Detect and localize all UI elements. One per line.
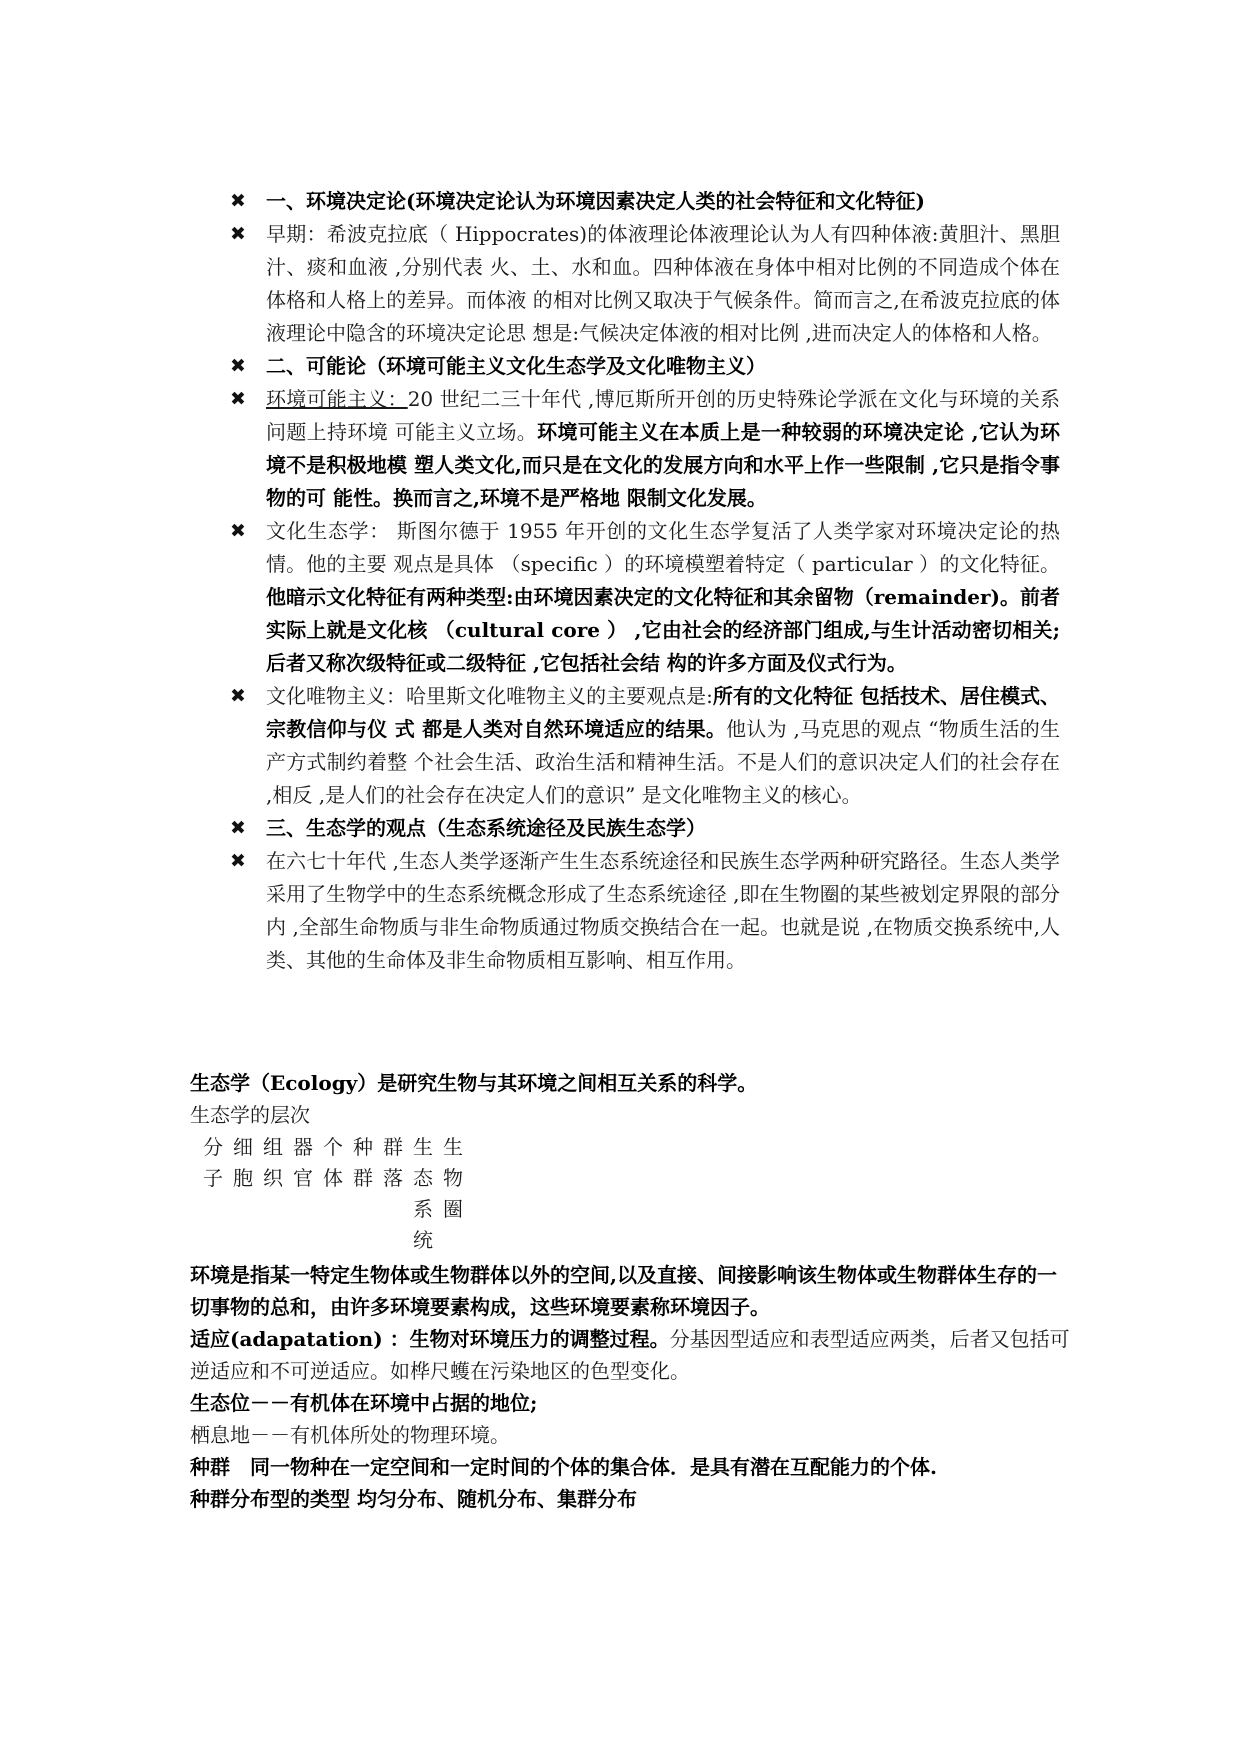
level-char: [378, 1193, 408, 1224]
habitat-definition: 栖息地－－有机体所处的物理环境。: [190, 1423, 510, 1447]
ecology-levels-table: [198, 1131, 1070, 1255]
level-char: 细: [233, 1135, 253, 1159]
level-char: [348, 1193, 378, 1224]
level-char: 态: [413, 1166, 433, 1190]
bullet-text: 他暗示文化特征有两种类型:由环境因素决定的文化特征和其余留物（remainder)。前者实际上就是文化核 （cultural core ） ,它由社会的经济部门组成,与生计活动密切相关;后者又称次级特征或二级特征 ,它包括社会结 构的许多方面及仪式行为。: [266, 585, 1060, 675]
level-char: 落: [383, 1166, 403, 1190]
level-char: [228, 1193, 258, 1224]
adaptation-bold: 适应(adapatation) ：生物对环境压力的调整过程。: [190, 1327, 670, 1351]
level-char: 个: [323, 1135, 343, 1159]
level-char: 分: [203, 1135, 223, 1159]
level-char: [198, 1224, 228, 1255]
level-char: [378, 1224, 408, 1255]
level-char: [318, 1224, 348, 1255]
bullet-text: 一、环境决定论(环境决定论认为环境因素决定人类的社会特征和文化特征): [266, 189, 925, 213]
level-char: 子: [203, 1166, 223, 1190]
population-definition: 种群 同一物种在一定空间和一定时间的个体的集合体．是具有潜在互配能力的个体.: [190, 1455, 937, 1479]
level-char: 织: [263, 1166, 283, 1190]
bullet-text: 早期：希波克拉底（ Hippocrates)的体液理论体液理论认为人有四种体液:黄胆汁、黑胆汁、痰和血液 ,分别代表 火、土、水和血。四种体液在身体中相对比例的不同造成个体在体格和人格上的差异。而体液 的相对比例又取决于气候条件。简而言之,在希波克拉底的体液理论中隐含的环境决定论思 想是:气候决定体液的相对比例 ,进而决定人的体格和人格。: [266, 222, 1060, 345]
ecology-definition: 生态学（Ecology）是研究生物与其环境之间相互关系的科学。: [190, 1071, 758, 1095]
level-char: 物: [443, 1166, 463, 1190]
level-char: [438, 1224, 468, 1255]
cross-bullet-icon: ✖: [230, 817, 246, 839]
level-char: [288, 1193, 318, 1224]
distribution-types: 种群分布型的类型 均匀分布、随机分布、集群分布: [190, 1487, 637, 1511]
bullet-text: 文化生态学： 斯图尔德于 1955 年开创的文化生态学复活了人类学家对环境决定论的热情。他的主要 观点是具体 （specific ）的环境模塑着特定（ particular ）的文化特征。: [266, 519, 1060, 576]
cross-bullet-icon: ✖: [230, 223, 246, 245]
level-char: 群: [353, 1166, 373, 1190]
level-char: 胞: [233, 1166, 253, 1190]
cross-bullet-icon: ✖: [230, 190, 246, 212]
cross-bullet-icon: ✖: [230, 520, 246, 542]
level-char: [288, 1224, 318, 1255]
level-char: 生: [443, 1135, 463, 1159]
cross-bullet-icon: ✖: [230, 388, 246, 410]
levels-title: 生态学的层次: [190, 1103, 310, 1127]
adaptation-rest: 分基因型适应和表型适应两类，后者又包括可逆适应和不可逆适应。如桦尺蠖在污染地区的色型变化。: [190, 1327, 1070, 1383]
cross-bullet-icon: ✖: [230, 355, 246, 377]
bullet-item: [230, 680, 1060, 812]
bullet-text: 文化唯物主义：哈里斯文化唯物主义的主要观点是:: [266, 684, 713, 708]
adaptation-definition: [190, 1323, 1070, 1387]
level-char: [318, 1193, 348, 1224]
bullet-text: 他认为 ,马克思的观点 “物质生活的生产方式制约着整 个社会生活、政治生活和精神生活。不是人们的意识决定人们的社会存在 ,相反 ,是人们的社会存在决定人们的意识” 是文化唯物主义的核心。: [266, 717, 1060, 807]
niche-definition: 生态位－－有机体在环境中占据的地位;: [190, 1391, 538, 1415]
level-char: 群: [383, 1135, 403, 1159]
bullet-item: [230, 812, 1060, 845]
bullet-text: 环境可能主义在本质上是一种较弱的环境决定论 ,它认为环境不是积极地模 塑人类文化,而只是在文化的发展方向和水平上作一些限制 ,它只是指令事物的可 能性。换而言之,环境不是严格地 限制文化发展。: [266, 420, 1060, 510]
bullet-item: [230, 185, 1060, 218]
bullet-list: [230, 185, 1060, 977]
cross-bullet-icon: ✖: [230, 685, 246, 707]
level-char: [258, 1193, 288, 1224]
level-char: 体: [323, 1166, 343, 1190]
level-char: 种: [353, 1135, 373, 1159]
bullet-text: 所有的文化特征 包括技术、居住模式、宗教信仰与仪 式 都是人类对自然环境适应的结果。: [266, 684, 1060, 741]
level-char: [348, 1224, 378, 1255]
level-char: 生: [413, 1135, 433, 1159]
level-char: 系: [413, 1197, 433, 1221]
bullet-item: [230, 845, 1060, 977]
level-char: [258, 1224, 288, 1255]
bullet-text: 环境可能主义：: [266, 387, 408, 411]
bullet-item: [230, 515, 1060, 680]
level-char: 统: [413, 1228, 433, 1252]
level-char: 器: [293, 1135, 313, 1159]
level-char: [228, 1224, 258, 1255]
level-char: 组: [263, 1135, 283, 1159]
bullet-text: 三、生态学的观点（生态系统途径及民族生态学）: [266, 816, 706, 840]
bullet-item: [230, 218, 1060, 350]
bullet-item: [230, 383, 1060, 515]
bullet-item: [230, 350, 1060, 383]
level-char: 官: [293, 1166, 313, 1190]
bullet-text: 在六七十年代 ,生态人类学逐渐产生生态系统途径和民族生态学两种研究路径。生态人类学采用了生物学中的生态系统概念形成了生态系统途径 ,即在生物圈的某些被划定界限的部分内 ,全部生命物质与非生命物质通过物质交换结合在一起。也就是说 ,在物质交换系统中,人类、其他的生命体及非生命物质相互影响、相互作用。: [266, 849, 1060, 972]
environment-definition: 环境是指某一特定生物体或生物群体以外的空间,以及直接、间接影响该生物体或生物群体生存的一切事物的总和，由许多环境要素构成，这些环境要素称环境因子。: [190, 1263, 1057, 1319]
level-char: [198, 1193, 228, 1224]
cross-bullet-icon: ✖: [230, 850, 246, 872]
bullet-text: 二、可能论（环境可能主义文化生态学及文化唯物主义）: [266, 354, 766, 378]
bullet-text: 20 世纪二三十年代 ,博厄斯所开创的历史特殊论学派在文化与环境的关系问题上持环境 可能主义立场。: [266, 387, 1060, 444]
level-char: 圈: [443, 1197, 463, 1221]
definitions-section: [190, 1067, 1070, 1515]
